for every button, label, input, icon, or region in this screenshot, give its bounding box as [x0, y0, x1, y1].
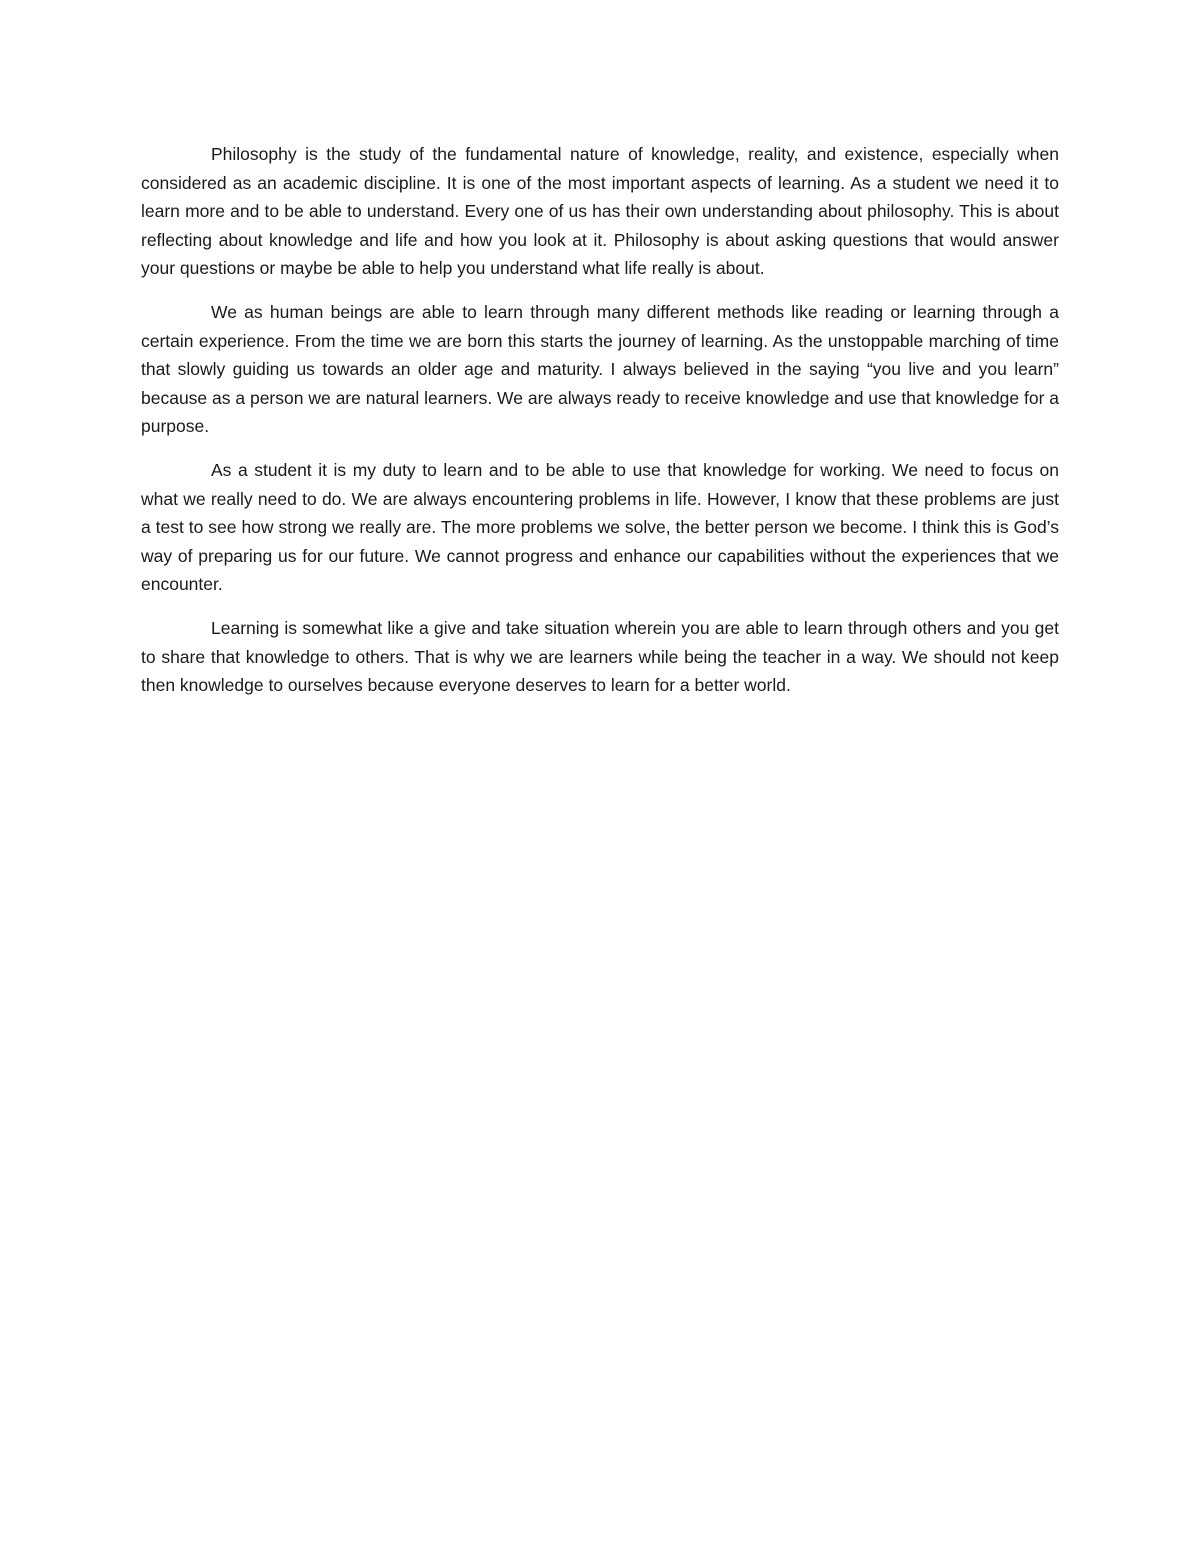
paragraph-4: Learning is somewhat like a give and take situation wherein you are able to learn through others and you get to share that knowledge to others. That is why we are learners while being the teacher in a way. We should not keep then knowledge to ourselves because everyone deserves to learn for a better world. — [141, 617, 1059, 696]
document-body — [141, 140, 1059, 700]
paragraph-3: As a student it is my duty to learn and to be able to use that knowledge for working. We need to focus on what we really need to do. We are always encountering problems in life. However, I know that these problems are just a test to see how strong we really are. The more problems we solve, the better person we become. I think this is God’s way of preparing us for our future. We cannot progress and enhance our capabilities without the experiences that we encounter. — [141, 459, 1059, 595]
paragraph-2: We as human beings are able to learn through many different methods like reading or learning through a certain experience. From the time we are born this starts the journey of learning. As the unstoppable marching of time that slowly guiding us towards an older age and maturity. I always believed in the saying “you live and you learn” because as a person we are natural learners. We are always ready to receive knowledge and use that knowledge for a purpose. — [141, 301, 1059, 437]
paragraph-1: Philosophy is the study of the fundamental nature of knowledge, reality, and existence, especially when considered as an academic discipline. It is one of the most important aspects of learning. As a student we need it to learn more and to be able to understand. Every one of us has their own understanding about philosophy. This is about reflecting about knowledge and life and how you look at it. Philosophy is about asking questions that would answer your questions or maybe be able to help you understand what life really is about. — [141, 144, 1059, 279]
